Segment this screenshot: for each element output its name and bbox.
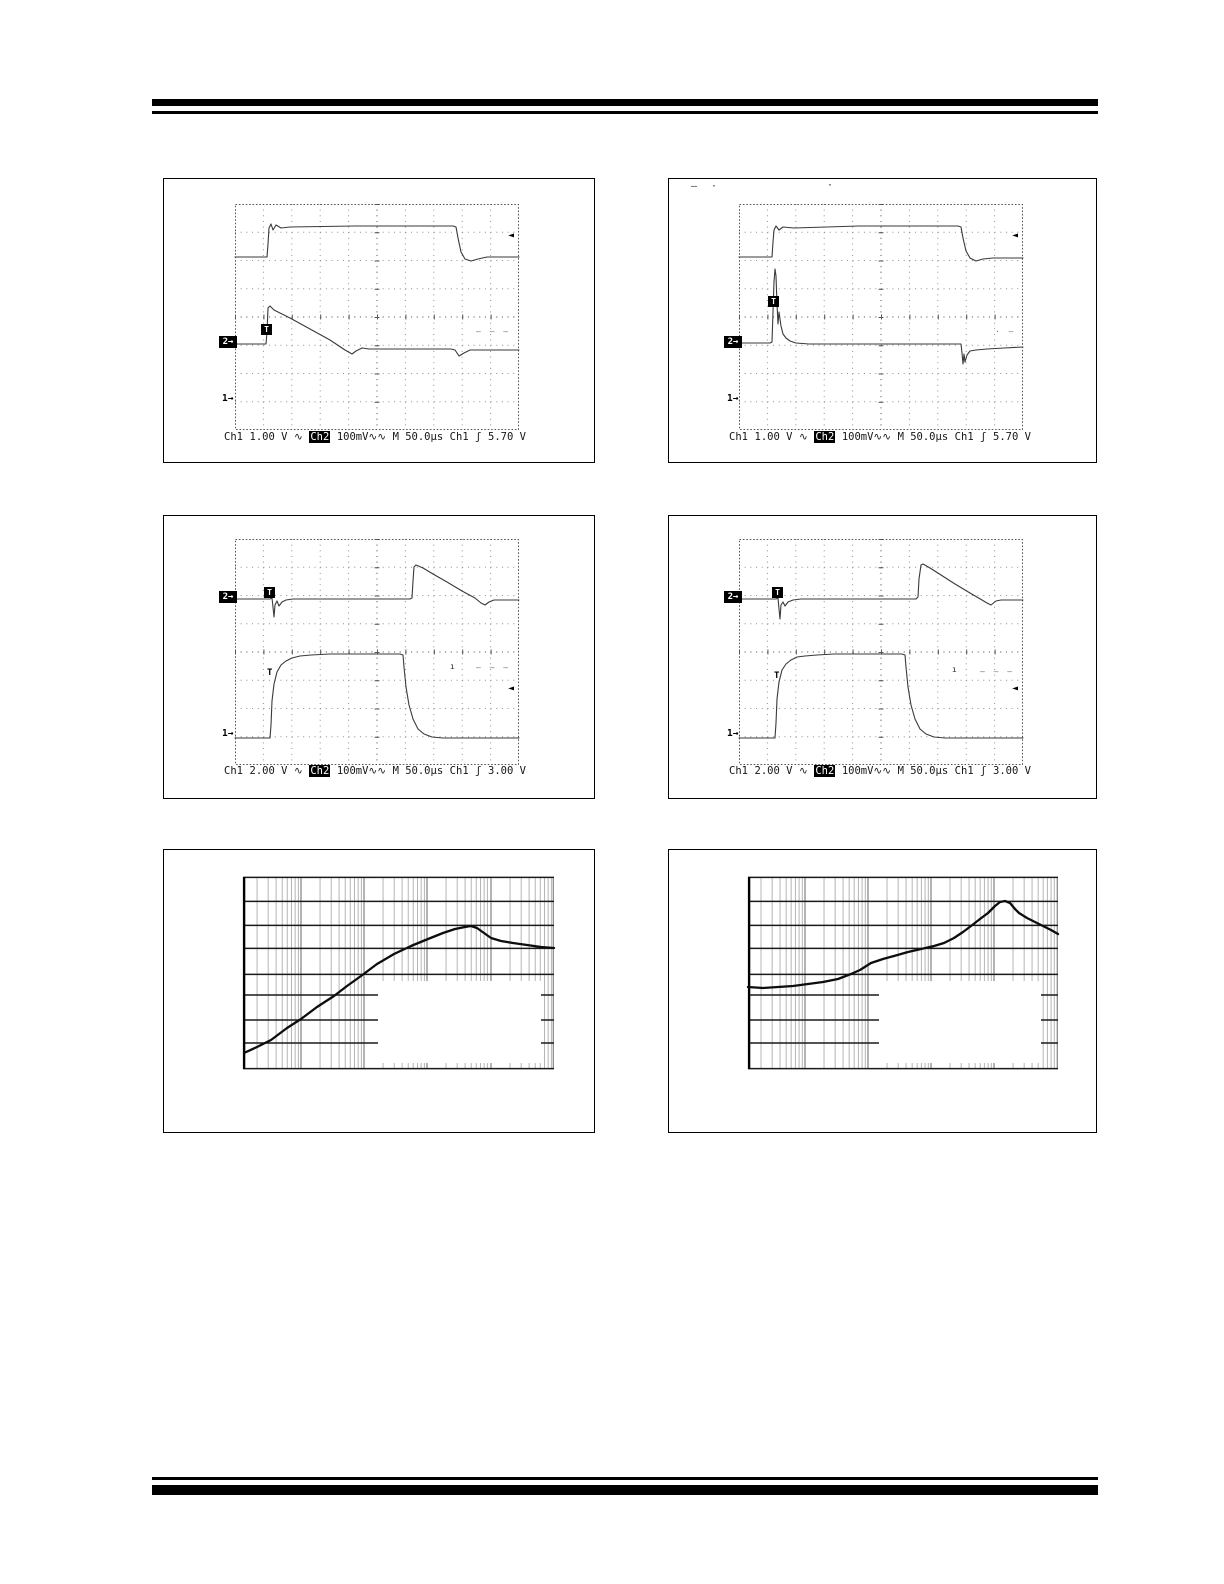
readout-ch1-coupling: ∿: [293, 765, 303, 777]
scope-graticule-svg: [235, 539, 519, 765]
ch2-ground-ref-marker: 2→: [219, 336, 237, 348]
cursor-tick: ı: [952, 665, 957, 674]
readout-ch1-scale: 2.00 V: [754, 765, 793, 777]
readout-timebase: M 50.0µs: [392, 765, 444, 777]
readout-trigger-level: 3.00 V: [488, 765, 526, 777]
cursor-dashes: – – –: [476, 327, 511, 336]
readout-ch1-coupling: ∿: [798, 431, 808, 443]
readout-ch1-label: Ch1: [729, 431, 748, 443]
frequency-response-plot-svg: [243, 877, 554, 1069]
readout-timebase: M 50.0µs: [897, 765, 949, 777]
readout-ch2-label: Ch2: [815, 765, 835, 777]
readout-ch2-scale: 100mV∿∿: [336, 765, 387, 777]
readout-ch2-label: Ch2: [310, 765, 330, 777]
cursor-dashes: – – –: [980, 667, 1015, 676]
ch1-ground-ref-marker: 1→: [727, 728, 739, 739]
scope-graticule-svg: [235, 204, 519, 430]
cursor-dashes: – – –: [476, 663, 511, 672]
readout-ch1-label: Ch1: [224, 765, 243, 777]
trigger-position-marker: T: [772, 587, 783, 598]
readout-ch1-coupling: ∿: [293, 431, 303, 443]
readout-trigger-source: Ch1: [449, 431, 469, 443]
ch2-ground-ref-marker: 2→: [724, 591, 742, 603]
readout-trigger-level: 3.00 V: [993, 765, 1031, 777]
readout-timebase: M 50.0µs: [897, 431, 949, 443]
readout-ch1-label: Ch1: [729, 765, 748, 777]
readout-trigger-slope-icon: ʃ: [475, 765, 482, 777]
response-curve: [244, 926, 554, 1053]
figure-scope-line-transient-1: [163, 515, 595, 799]
trigger-level-arrow-icon: ◄: [1012, 683, 1019, 694]
readout-trigger-slope-icon: ʃ: [980, 765, 987, 777]
readout-ch2-label: Ch2: [310, 431, 330, 443]
scan-artifact: ·: [827, 180, 834, 191]
readout-trigger-source: Ch1: [954, 765, 974, 777]
readout-trigger-slope-icon: ʃ: [475, 431, 482, 443]
scope-readout: [729, 765, 1031, 777]
scope-readout: [729, 431, 1031, 443]
readout-ch1-label: Ch1: [224, 431, 243, 443]
trigger-level-arrow-icon: ◄: [1012, 230, 1019, 241]
cursor-dashes: · –: [995, 327, 1016, 336]
graticule: [739, 539, 1023, 765]
log-grid-vertical-lines: [257, 877, 553, 1069]
scope-readout: [224, 431, 526, 443]
header-rule-thin: [152, 111, 1098, 114]
readout-ch2-label: Ch2: [815, 431, 835, 443]
ch1-ground-ref-marker: 1→: [222, 393, 234, 404]
trigger-position-marker: T: [768, 296, 779, 307]
readout-trigger-level: 5.70 V: [488, 431, 526, 443]
ch2-ground-ref-marker: 2→: [724, 336, 742, 348]
graticule: [235, 204, 519, 430]
figure-scope-load-transient-1: [163, 178, 595, 463]
trigger-level-arrow-icon: ◄: [508, 683, 515, 694]
footer-rule-thick: [152, 1485, 1098, 1495]
readout-ch2-scale: 100mV∿∿: [336, 431, 387, 443]
response-curve-line: [244, 926, 554, 1053]
scope-graticule-svg: [739, 539, 1023, 765]
trigger-level-arrow-icon: ◄: [508, 230, 515, 241]
graticule: [739, 204, 1023, 430]
figure-scope-line-transient-2: [668, 515, 1097, 799]
readout-timebase: M 50.0µs: [392, 431, 444, 443]
graticule: [235, 539, 519, 765]
figure-frequency-response-1: [163, 849, 595, 1133]
readout-ch1-scale: 1.00 V: [249, 431, 288, 443]
ch1-ground-ref-marker: 1→: [727, 393, 739, 404]
trigger-edge-marker: T: [774, 671, 780, 681]
readout-ch1-scale: 1.00 V: [754, 431, 793, 443]
readout-ch1-scale: 2.00 V: [249, 765, 288, 777]
grid-horizontal-lines: [243, 877, 554, 1069]
scope-readout: [224, 765, 526, 777]
figure-scope-load-transient-2: [668, 178, 1097, 463]
readout-ch2-scale: 100mV∿∿: [841, 765, 892, 777]
readout-trigger-level: 5.70 V: [993, 431, 1031, 443]
readout-trigger-source: Ch1: [449, 765, 469, 777]
readout-ch2-scale: 100mV∿∿: [841, 431, 892, 443]
footer-rule-thin: [152, 1477, 1098, 1480]
trigger-edge-marker: T: [267, 668, 273, 678]
readout-ch1-coupling: ∿: [798, 765, 808, 777]
scope-graticule-svg: [739, 204, 1023, 430]
trigger-position-marker: T: [264, 587, 275, 598]
trigger-position-marker: T: [261, 324, 272, 335]
readout-trigger-slope-icon: ʃ: [980, 431, 987, 443]
scan-artifact: – ·: [691, 181, 722, 192]
cursor-tick: ı: [450, 662, 455, 671]
trace-ch2: [235, 565, 519, 617]
frequency-response-plot-svg: [748, 877, 1058, 1069]
ch1-ground-ref-marker: 1→: [222, 728, 234, 739]
figure-frequency-response-2: [668, 849, 1097, 1133]
readout-trigger-source: Ch1: [954, 431, 974, 443]
ch2-ground-ref-marker: 2→: [219, 591, 237, 603]
header-rule-thick: [152, 99, 1098, 106]
